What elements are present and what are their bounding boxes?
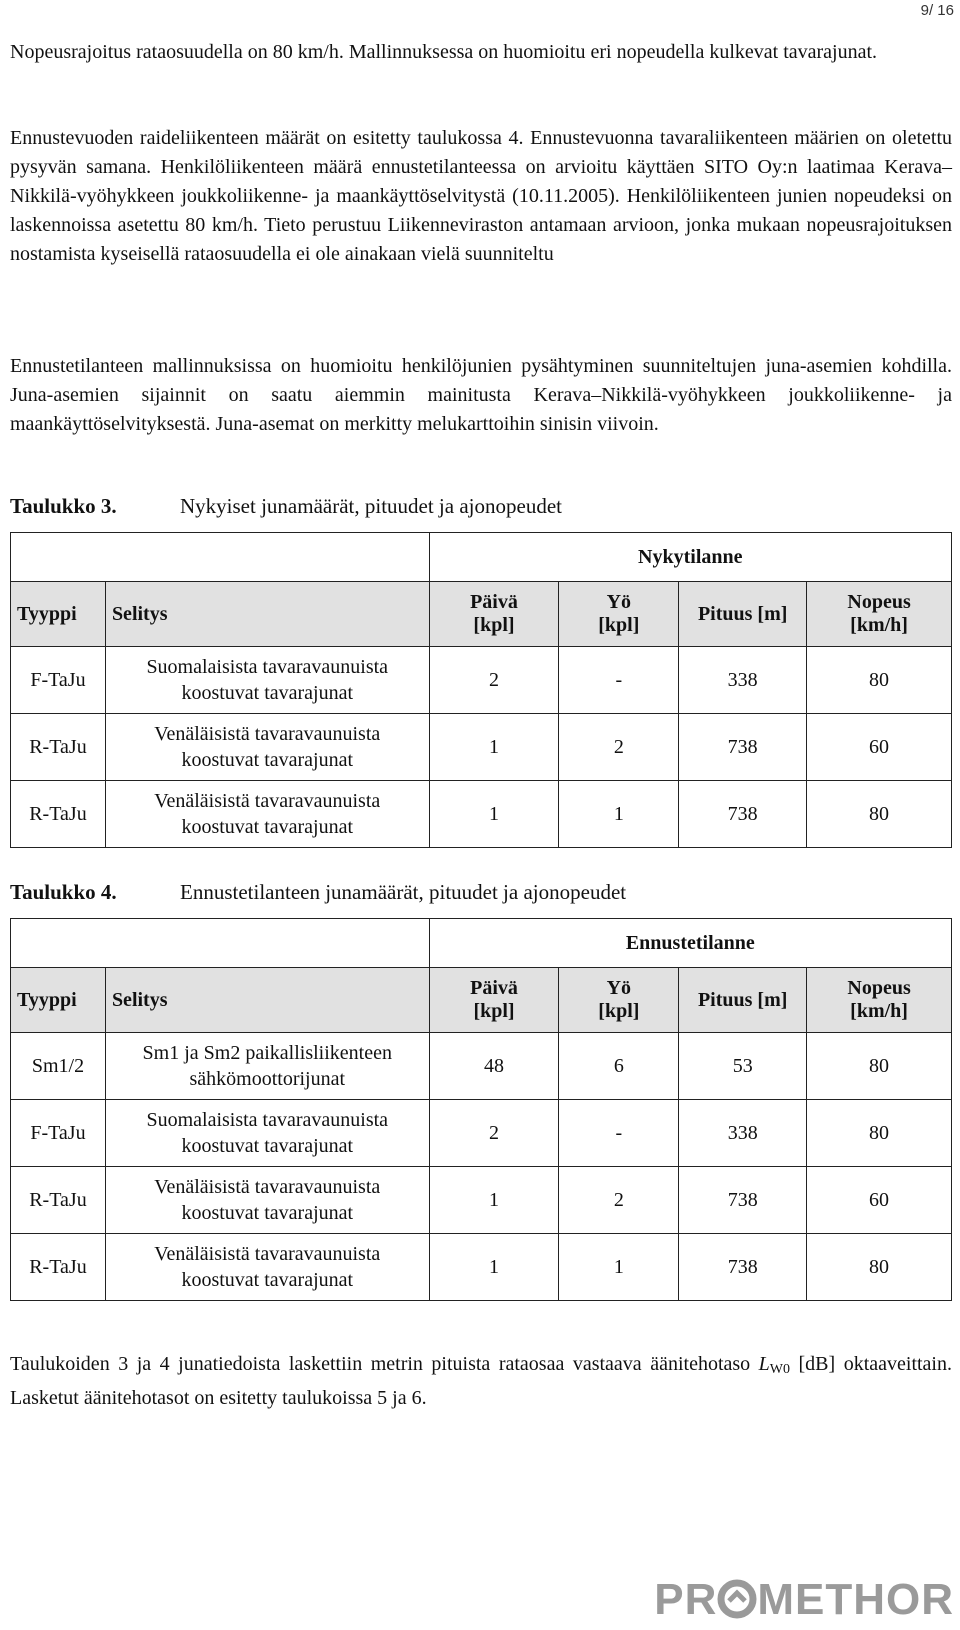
- table-row: [11, 647, 952, 714]
- logo-text-end: METHOR: [757, 1575, 954, 1624]
- table4-row1-desc-2: sähkömoottorijunat: [189, 1068, 346, 1090]
- table4-period-row: [11, 919, 952, 968]
- table4-row3-length: 738: [679, 1167, 807, 1234]
- table3-row2-night: 2: [559, 714, 679, 781]
- table4-row4-desc-1: Venäläisistä tavaravaunuista: [154, 1243, 381, 1265]
- paragraph-speed-limit: Nopeusrajoitus rataosuudella on 80 km/h. Mallinnuksessa on huomioitu eri nopeudella kulkevat tavarajunat.: [10, 41, 878, 63]
- table4-row3-desc: [105, 1167, 429, 1234]
- table3-row1-desc: [105, 647, 429, 714]
- table3-header-night-1: Yö: [606, 591, 632, 613]
- table4-row2-desc-1: Suomalaisista tavaravaunuista: [146, 1109, 389, 1131]
- table3-row1-desc-1: Suomalaisista tavaravaunuista: [146, 656, 389, 678]
- table3-header-desc: Selitys: [105, 582, 429, 647]
- table3-row2-speed: 60: [807, 714, 952, 781]
- table4-row3-speed: 60: [807, 1167, 952, 1234]
- sound-power-symbol: L: [758, 1353, 770, 1375]
- table3-header-row: [11, 582, 952, 647]
- table-row: [11, 1033, 952, 1100]
- table4-period-header: Ennustetilanne: [429, 919, 951, 968]
- table-row: [11, 714, 952, 781]
- table4-row2-desc: [105, 1100, 429, 1167]
- table4-header-speed: [807, 968, 952, 1033]
- table4-row3-day: 1: [429, 1167, 559, 1234]
- table3-header-day-2: [kpl]: [473, 614, 515, 636]
- paragraph-sound-power-text-1: Taulukoiden 3 ja 4 junatiedoista laskettiin metrin pituista rataosaa vastaava äänitehotaso: [10, 1353, 759, 1375]
- table4-header-length: Pituus [m]: [679, 968, 807, 1033]
- table4-header-day: [429, 968, 559, 1033]
- table4-row4-desc-2: koostuvat tavarajunat: [181, 1269, 354, 1291]
- table4-header-night: [559, 968, 679, 1033]
- table3-row3-desc-2: koostuvat tavarajunat: [181, 816, 354, 838]
- logo-o-icon: [717, 1579, 757, 1619]
- table4-row1-night: 6: [559, 1033, 679, 1100]
- table3-row1-desc-2: koostuvat tavarajunat: [181, 682, 354, 704]
- table3-row1-day: 2: [429, 647, 559, 714]
- table4-blank-cell: [11, 919, 430, 968]
- table3-row1-type: F-TaJu: [11, 647, 106, 714]
- table3-header-length: Pituus [m]: [679, 582, 807, 647]
- table3-blank-cell: [11, 533, 430, 582]
- table4-header-speed-2: [km/h]: [850, 1000, 908, 1022]
- table3-period-header: Nykytilanne: [429, 533, 951, 582]
- table4-row3-type: R-TaJu: [11, 1167, 106, 1234]
- table4-row3-desc-1: Venäläisistä tavaravaunuista: [154, 1176, 381, 1198]
- table3-header-type: Tyyppi: [11, 582, 106, 647]
- table3-row3-type: R-TaJu: [11, 781, 106, 848]
- table3-header-night: [559, 582, 679, 647]
- table3-caption-number: Taulukko 3.: [10, 494, 117, 518]
- sound-power-subscript: W0: [769, 1362, 791, 1377]
- table3-row1-length: 338: [679, 647, 807, 714]
- table4-header-row: [11, 968, 952, 1033]
- table3-row3-speed: 80: [807, 781, 952, 848]
- table-row: [11, 1100, 952, 1167]
- table3: [10, 532, 952, 848]
- table3-period-row: [11, 533, 952, 582]
- table4-row2-type: F-TaJu: [11, 1100, 106, 1167]
- table4-header-day-1: Päivä: [470, 977, 518, 999]
- paragraph-station-modelling: Ennustetilanteen mallinnuksissa on huomioitu henkilöjunien pysähtyminen suunniteltujen juna-asemien kohdilla. Juna-asemien sijainnit on saatu aiemmin mainitusta Kerava–Nikkilä-vyöhykkeen joukkoliikenne- ja maankäyttöselvityksestä. Juna-asemat on merkitty melukarttoihin sinisin viivoin.: [10, 355, 952, 435]
- logo-text-start: PR: [654, 1575, 718, 1624]
- table3-row3-night: 1: [559, 781, 679, 848]
- table3-row1-speed: 80: [807, 647, 952, 714]
- table4-header-day-2: [kpl]: [473, 1000, 515, 1022]
- table3-row1-night: -: [559, 647, 679, 714]
- table4-row1-type: Sm1/2: [11, 1033, 106, 1100]
- table4-row1-speed: 80: [807, 1033, 952, 1100]
- table4-row4-night: 1: [559, 1234, 679, 1301]
- table3-header-speed: [807, 582, 952, 647]
- table3-row3-desc: [105, 781, 429, 848]
- table3-row2-length: 738: [679, 714, 807, 781]
- table4-caption: [10, 880, 626, 905]
- table4: [10, 918, 952, 1301]
- table4-row1-desc-1: Sm1 ja Sm2 paikallisliikenteen: [142, 1042, 392, 1064]
- table-row: [11, 1234, 952, 1301]
- table4-row2-desc-2: koostuvat tavarajunat: [181, 1135, 354, 1157]
- table3-row2-desc-2: koostuvat tavarajunat: [181, 749, 354, 771]
- table4-row1-length: 53: [679, 1033, 807, 1100]
- table3-header-night-2: [kpl]: [598, 614, 640, 636]
- table4-row2-speed: 80: [807, 1100, 952, 1167]
- promethor-logo: [654, 1575, 954, 1624]
- table4-row2-day: 2: [429, 1100, 559, 1167]
- table3-row2-desc: [105, 714, 429, 781]
- paragraph-forecast-traffic: Ennustevuoden raideliikenteen määrät on esitetty taulukossa 4. Ennustevuonna tavaraliikenteen määrien on oletettu pysyvän samana. Henkilöliikenteen määrä ennustetilanteessa on arvioitu käyttäen SITO Oy:n laatimaa Kerava–Nikkilä-vyöhykkeen joukkoliikenne- ja maankäyttöselvitystä (10.11.2005). Henkilöliikenteen junien nopeudeksi on laskennoissa asetettu 80 km/h. Tieto perustuu Liikenneviraston antamaan arvioon, jonka mukaan nopeusrajoituksen nostamista kyseisellä rataosuudella ei ole ainakaan vielä suunniteltu: [10, 127, 952, 265]
- table3-caption: [10, 494, 562, 519]
- table4-row3-night: 2: [559, 1167, 679, 1234]
- table4-row1-day: 48: [429, 1033, 559, 1100]
- table3-row2-day: 1: [429, 714, 559, 781]
- table4-header-type: Tyyppi: [11, 968, 106, 1033]
- table4-row4-desc: [105, 1234, 429, 1301]
- paragraph-sound-power-text-2: [dB] oktaaveittain. Lasketut äänitehotasot on esitetty taulukoissa 5 ja 6.: [10, 1353, 952, 1409]
- table4-caption-number: Taulukko 4.: [10, 880, 117, 904]
- table3-row2-type: R-TaJu: [11, 714, 106, 781]
- table3-header-speed-2: [km/h]: [850, 614, 908, 636]
- table4-header-desc: Selitys: [105, 968, 429, 1033]
- table3-header-day-1: Päivä: [470, 591, 518, 613]
- table4-row4-speed: 80: [807, 1234, 952, 1301]
- table3-caption-text: Nykyiset junamäärät, pituudet ja ajonopeudet: [180, 494, 562, 518]
- table4-row4-type: R-TaJu: [11, 1234, 106, 1301]
- page-number: 9/ 16: [920, 2, 954, 19]
- table-row: [11, 1167, 952, 1234]
- table4-header-speed-1: Nopeus: [847, 977, 911, 999]
- table4-row4-day: 1: [429, 1234, 559, 1301]
- paragraph-sound-power: [10, 1350, 952, 1413]
- table3-header-speed-1: Nopeus: [847, 591, 911, 613]
- table4-row2-night: -: [559, 1100, 679, 1167]
- table3-header-day: [429, 582, 559, 647]
- table3-row2-desc-1: Venäläisistä tavaravaunuista: [154, 723, 381, 745]
- table4-row4-length: 738: [679, 1234, 807, 1301]
- table4-header-night-2: [kpl]: [598, 1000, 640, 1022]
- table4-row3-desc-2: koostuvat tavarajunat: [181, 1202, 354, 1224]
- table3-row3-day: 1: [429, 781, 559, 848]
- table4-row1-desc: [105, 1033, 429, 1100]
- table3-row3-desc-1: Venäläisistä tavaravaunuista: [154, 790, 381, 812]
- table3-row3-length: 738: [679, 781, 807, 848]
- table-row: [11, 781, 952, 848]
- table4-caption-text: Ennustetilanteen junamäärät, pituudet ja ajonopeudet: [180, 880, 627, 904]
- table4-header-night-1: Yö: [606, 977, 632, 999]
- table4-row2-length: 338: [679, 1100, 807, 1167]
